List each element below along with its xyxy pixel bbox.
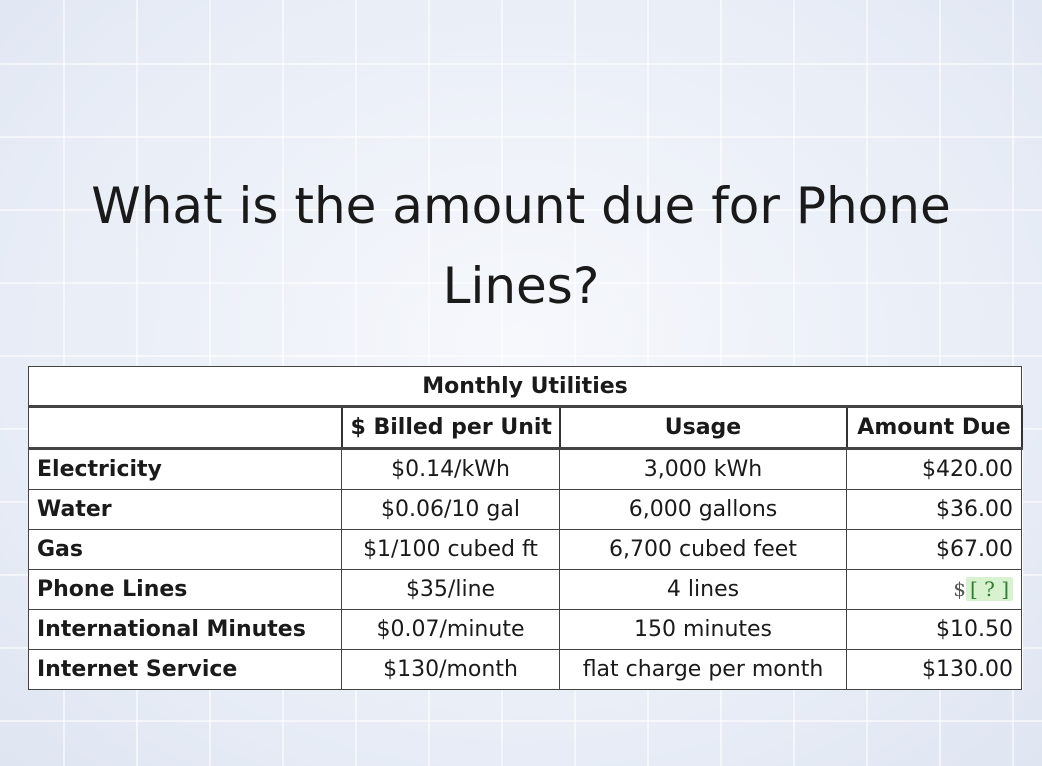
table-row-international-minutes (29, 610, 1022, 650)
row-usage: 150 minutes (560, 610, 847, 650)
row-rate: $0.06/10 gal (342, 490, 560, 530)
row-usage: flat charge per month (560, 650, 847, 690)
row-label: Phone Lines (29, 570, 342, 610)
row-rate: $35/line (342, 570, 560, 610)
row-amount-blank[interactable] (847, 570, 1022, 610)
row-amount: $130.00 (847, 650, 1022, 690)
row-label: International Minutes (29, 610, 342, 650)
table-caption: Monthly Utilities (29, 367, 1022, 407)
answer-input[interactable] (966, 577, 1013, 601)
table-row-electricity (29, 449, 1022, 490)
header-billed-per-unit: $ Billed per Unit (342, 407, 560, 449)
row-usage: 3,000 kWh (560, 449, 847, 490)
table-caption-row (29, 367, 1022, 407)
header-usage: Usage (560, 407, 847, 449)
row-rate: $0.07/minute (342, 610, 560, 650)
header-label (29, 407, 342, 449)
table-row-gas (29, 530, 1022, 570)
answer-prefix: $ (953, 577, 966, 601)
row-usage: 4 lines (560, 570, 847, 610)
header-amount-due: Amount Due (847, 407, 1022, 449)
bracket-close: ] (1001, 577, 1010, 601)
row-rate: $130/month (342, 650, 560, 690)
row-usage: 6,700 cubed feet (560, 530, 847, 570)
row-amount: $10.50 (847, 610, 1022, 650)
bracket-open: [ (969, 577, 978, 601)
row-amount: $36.00 (847, 490, 1022, 530)
question-text: What is the amount due for Phone Lines? (91, 177, 951, 315)
answer-blank[interactable] (953, 577, 1013, 601)
row-label: Gas (29, 530, 342, 570)
utilities-table (28, 366, 1023, 690)
row-label: Water (29, 490, 342, 530)
row-rate: $1/100 cubed ft (342, 530, 560, 570)
table-row-water (29, 490, 1022, 530)
row-label: Internet Service (29, 650, 342, 690)
table-header-row (29, 407, 1022, 449)
row-amount: $67.00 (847, 530, 1022, 570)
row-label: Electricity (29, 449, 342, 490)
answer-placeholder: ? (984, 577, 995, 601)
row-rate: $0.14/kWh (342, 449, 560, 490)
table-row-internet-service (29, 650, 1022, 690)
table-row-phone-lines (29, 570, 1022, 610)
row-amount: $420.00 (847, 449, 1022, 490)
row-usage: 6,000 gallons (560, 490, 847, 530)
